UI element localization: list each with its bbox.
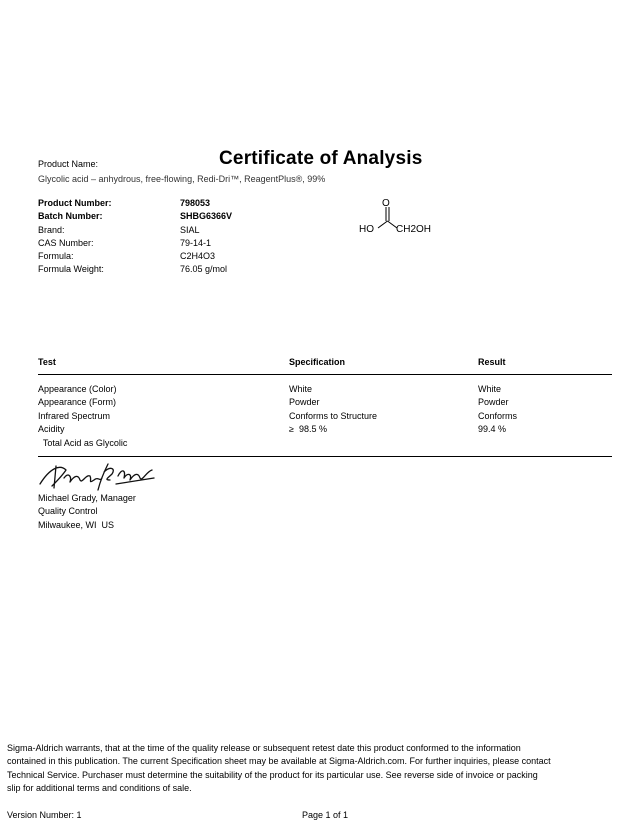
signature-image bbox=[38, 458, 158, 492]
disclaimer-line: slip for additional terms and conditions of sale. bbox=[7, 783, 192, 793]
header-test: Test bbox=[38, 357, 56, 367]
structure-hydroxymethyl: CH2OH bbox=[396, 224, 432, 235]
structure-bonds bbox=[340, 195, 450, 245]
row-test: Appearance (Form) bbox=[38, 397, 117, 407]
formula-value: C2H4O3 bbox=[180, 251, 216, 261]
row-result: Conforms bbox=[478, 411, 518, 421]
version-number: Version Number: 1 bbox=[7, 810, 82, 820]
disclaimer-line: Technical Service. Purchaser must determine the suitability of the product for its particular use. See reverse side of invoice or packing bbox=[7, 770, 538, 780]
cas-number-value: 79-14-1 bbox=[180, 238, 212, 248]
header-specification: Specification bbox=[289, 357, 346, 367]
product-number-label: Product Number: bbox=[38, 198, 112, 208]
signatory-department: Quality Control bbox=[38, 506, 98, 516]
structure-oxygen: O bbox=[382, 198, 390, 209]
signatory-location: Milwaukee, WI US bbox=[38, 520, 115, 530]
product-name-value: Glycolic acid – anhydrous, free-flowing, Redi-Dri™, ReagentPlus®, 99% bbox=[38, 174, 326, 184]
row-test: Infrared Spectrum bbox=[38, 411, 111, 421]
row-test: Appearance (Color) bbox=[38, 384, 117, 394]
row-specification: Conforms to Structure bbox=[289, 411, 378, 421]
cas-number-label: CAS Number: bbox=[38, 238, 94, 248]
row-test: Acidity bbox=[38, 424, 65, 434]
row-result: Powder bbox=[478, 397, 509, 407]
row-result: White bbox=[478, 384, 502, 394]
table-top-rule bbox=[38, 374, 612, 375]
batch-number-value: SHBG6366V bbox=[180, 211, 233, 221]
formula-label: Formula: bbox=[38, 251, 74, 261]
brand-value: SIAL bbox=[180, 225, 200, 235]
brand-label: Brand: bbox=[38, 225, 65, 235]
page-number: Page 1 of 1 bbox=[302, 810, 349, 820]
disclaimer-line: contained in this publication. The current Specification sheet may be available at Sigma-Aldrich.com. For further inquiries, please contact bbox=[7, 756, 551, 766]
product-number-value: 798053 bbox=[180, 198, 211, 208]
structure-hydroxyl: HO bbox=[359, 224, 374, 235]
disclaimer-line: Sigma-Aldrich warrants, that at the time of the quality release or subsequent retest date this product conformed to the information bbox=[7, 743, 521, 753]
formula-weight-value: 76.05 g/mol bbox=[180, 264, 228, 274]
signatory-name: Michael Grady, Manager bbox=[38, 493, 136, 503]
row-specification: White bbox=[289, 384, 313, 394]
header-result: Result bbox=[478, 357, 506, 367]
page-title: Certificate of Analysis bbox=[219, 148, 423, 169]
table-bottom-rule bbox=[38, 456, 612, 457]
formula-weight-label: Formula Weight: bbox=[38, 264, 104, 274]
product-name-label: Product Name: bbox=[38, 159, 99, 169]
batch-number-label: Batch Number: bbox=[38, 211, 103, 221]
row-test: Total Acid as Glycolic bbox=[38, 438, 128, 448]
row-result: 99.4 % bbox=[478, 424, 507, 434]
row-specification: ≥ 98.5 % bbox=[289, 424, 327, 434]
row-specification: Powder bbox=[289, 397, 320, 407]
